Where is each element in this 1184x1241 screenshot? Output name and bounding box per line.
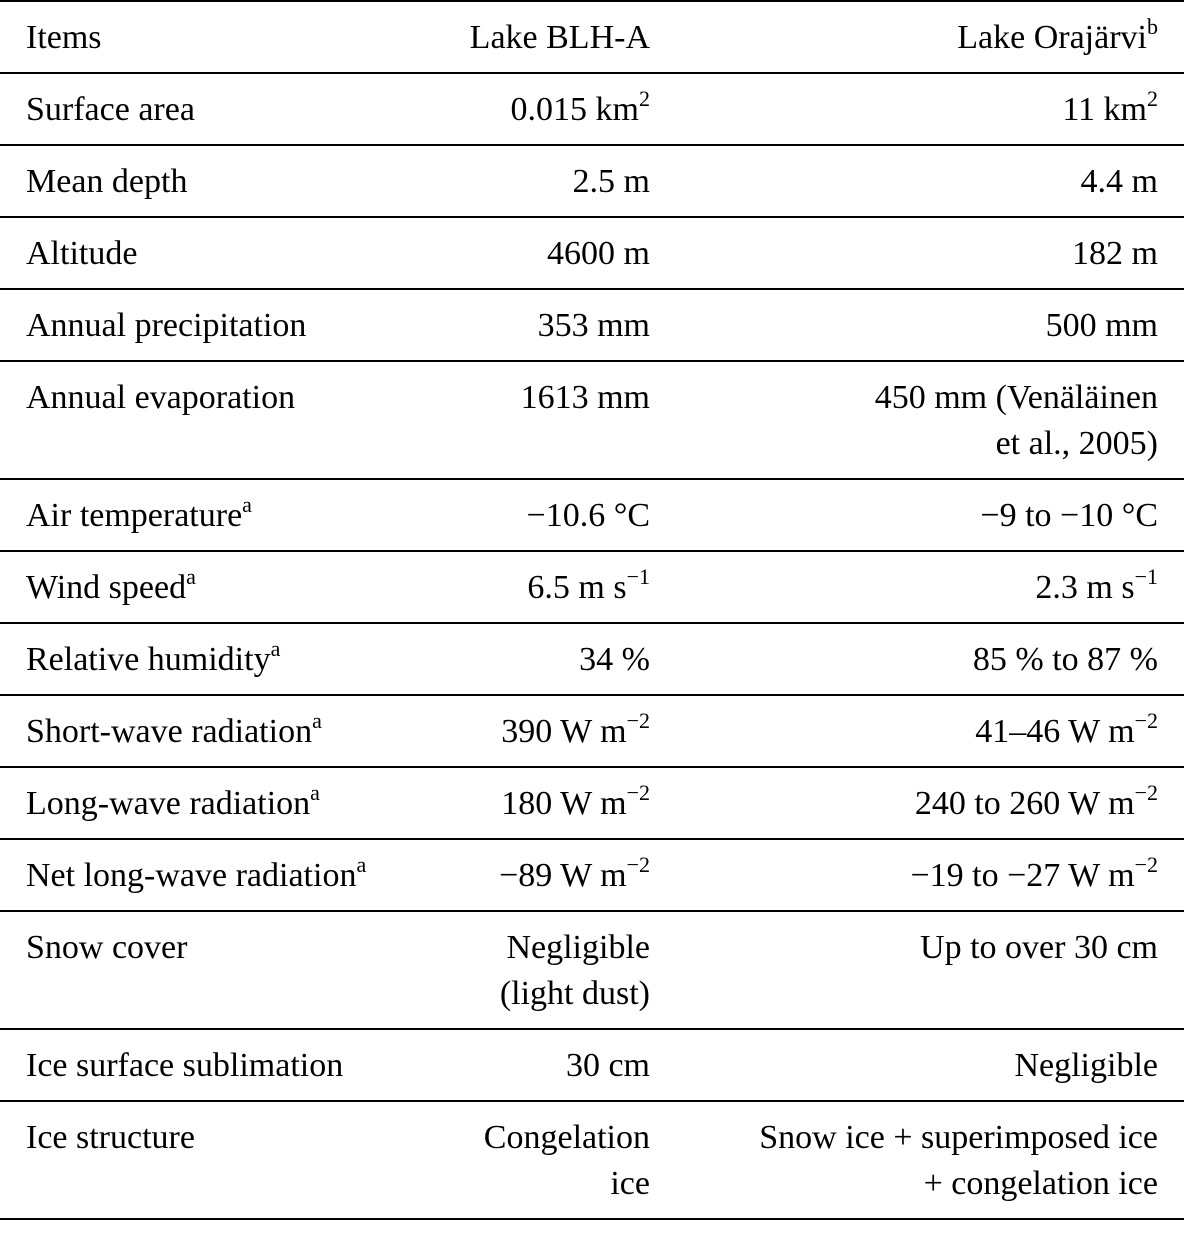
table-row [0, 361, 1184, 479]
table-row [0, 479, 1184, 551]
value-lake-orajarvi: −19 to −27 W $m^{-2}$ [910, 852, 1158, 894]
value-lake-blh-a: 1613 mm [520, 379, 650, 416]
value-lake-blh-a: 180 W $m^{-2}$ [501, 780, 650, 822]
table-row [0, 145, 1184, 217]
row-label: Mean depth [26, 163, 188, 200]
value-lake-orajarvi: Up to over 30 cm [920, 929, 1158, 966]
row-label: Air temperature$^a$ [26, 492, 252, 534]
table-header-row [0, 1, 1184, 73]
table-row [0, 623, 1184, 695]
value-lake-orajarvi: 450 mm (Venäläinen et al., 2005) [874, 379, 1158, 462]
row-label: Ice surface sublimation [26, 1047, 344, 1084]
value-lake-blh-a: 0.015 $km^2$ [510, 86, 650, 128]
value-lake-blh-a: −89 W $m^{-2}$ [499, 852, 650, 894]
table-row [0, 289, 1184, 361]
value-lake-blh-a: Congelation ice [483, 1119, 650, 1202]
row-label: Net long-wave radiation$^a$ [26, 852, 367, 894]
value-lake-blh-a: Negligible (light dust) [499, 929, 650, 1012]
row-label: Wind speed$^a$ [26, 564, 196, 606]
header-lake-blh-a: Lake BLH-A [469, 19, 650, 56]
table-row [0, 767, 1184, 839]
row-label: Annual evaporation [26, 379, 296, 416]
value-lake-orajarvi: 2.3 m $s^{-1}$ [1035, 564, 1158, 606]
table-row [0, 911, 1184, 1029]
table-row [0, 73, 1184, 145]
header-lake-orajarvi: Lake Orajärvi$^b$ [957, 14, 1158, 56]
row-label: Surface area [26, 91, 195, 128]
table-row [0, 839, 1184, 911]
value-lake-orajarvi: 11 $km^2$ [1062, 86, 1158, 128]
value-lake-orajarvi: Snow ice + superimposed ice + congelation ice [759, 1119, 1158, 1202]
value-lake-blh-a: −10.6 °C [526, 497, 650, 534]
value-lake-orajarvi: 500 mm [1045, 307, 1158, 344]
table-row [0, 551, 1184, 623]
row-label: Relative humidity$^a$ [26, 636, 281, 678]
table-row [0, 217, 1184, 289]
table-row [0, 1101, 1184, 1219]
row-label: Altitude [26, 235, 138, 272]
value-lake-orajarvi: 4.4 m [1080, 163, 1158, 200]
row-label: Annual precipitation [26, 307, 307, 344]
value-lake-orajarvi: −9 to −10 °C [980, 497, 1158, 534]
value-lake-orajarvi: 182 m [1072, 235, 1158, 272]
value-lake-blh-a: 6.5 m $s^{-1}$ [527, 564, 650, 606]
row-label: Ice structure [26, 1119, 195, 1156]
row-label: Short-wave radiation$^a$ [26, 708, 322, 750]
value-lake-blh-a: 390 W $m^{-2}$ [501, 708, 650, 750]
value-lake-blh-a: 34 % [579, 641, 650, 678]
value-lake-blh-a: 30 cm [565, 1047, 650, 1084]
value-lake-blh-a: 2.5 m [572, 163, 650, 200]
row-label: Long-wave radiation$^a$ [26, 780, 320, 822]
table-row [0, 1029, 1184, 1101]
value-lake-orajarvi: Negligible [1014, 1047, 1158, 1084]
value-lake-orajarvi: 41–46 W $m^{-2}$ [975, 708, 1158, 750]
header-items: Items [26, 19, 102, 56]
value-lake-blh-a: 353 mm [537, 307, 650, 344]
value-lake-orajarvi: 240 to 260 W $m^{-2}$ [914, 780, 1158, 822]
value-lake-orajarvi: 85 % to 87 % [972, 641, 1158, 678]
value-lake-blh-a: 4600 m [547, 235, 650, 272]
table-row [0, 695, 1184, 767]
footnote-marker: b [1147, 14, 1158, 39]
row-label: Snow cover [26, 929, 188, 966]
